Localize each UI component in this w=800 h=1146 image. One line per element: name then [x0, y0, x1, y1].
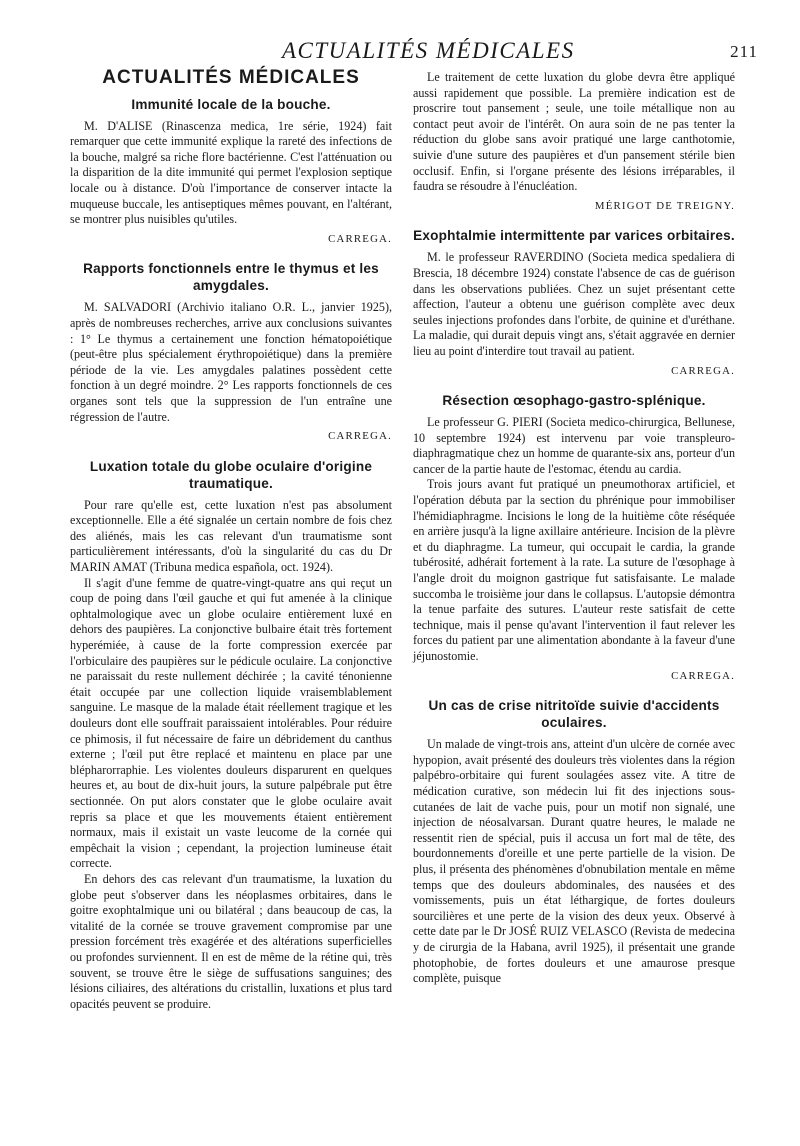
article-paragraph: M. SALVADORI (Archivio italiano O.R. L., janvier 1925), après de nombreuses recherches, arrive aux conclusions suivantes : 1° Le thymus a certainement une fonction hématopoiétique (peut-être plus spécialement érythropoiétique) dans la première période de la vie. Les amygdales palatines possèdent cette fonction à un degré moindre. 2° Les rapports fonctionnels de ces organes sont tels que la suppression de l'un entraîne une régression de l'autre.: [70, 300, 392, 424]
article-paragraph: En dehors des cas relevant d'un traumatisme, la luxation du globe peut s'observer dans les néoplasmes orbitaires, dans le goitre exophtalmique uni ou bilatéral ; dans beaucoup de cas, la vitalité de la cornée se trouve gravement compromise par une pression forcément très exagérée et des altérations superficielles ou profondes surviennent. Il en est de même de la rétine qui, très souvent, se trouve être le siège de suffusations sanguines; des lésions ciliaires, des altérations du cristallin, luxations et plus tard opacités peuvent se produire.: [70, 871, 392, 1011]
running-head: [0, 38, 800, 70]
article-signature: CARREGA.: [671, 669, 735, 682]
article-thymus: [70, 260, 392, 444]
article-title: Immunité locale de la bouche.: [131, 96, 331, 112]
running-title: ACTUALITÉS MÉDICALES: [282, 38, 575, 63]
article-paragraph: Pour rare qu'elle est, cette luxation n'est pas absolument exceptionnelle. Elle a été signalée un certain nombre de fois chez des aliénés, mais les cas relevant d'un traumatisme sont particulièrement intéressants, d'où la singularité du cas du Dr MARIN AMAT (Tribuna medica española, oct. 1924).: [70, 497, 392, 575]
article-signature: CARREGA.: [328, 430, 392, 443]
left-column: [70, 67, 392, 1025]
page-number: 211: [730, 42, 758, 61]
article-signature: MÉRIGOT DE TREIGNY.: [594, 199, 735, 212]
article-paragraph: Le professeur G. PIERI (Societa medico-chirurgica, Bellunese, 10 septembre 1924) est intervenu par voie transpleuro-diaphragmatique chez un homme de quarante-six ans, porteur d'un cancer de la partie haute de l'estomac, étendu au cardia.: [413, 415, 735, 476]
section-title: ACTUALITÉS MÉDICALES: [102, 67, 360, 88]
article-crise-nitritoide: [413, 697, 735, 987]
article-title: Un cas de crise nitritoïde suivie d'accidents oculaires.: [428, 698, 720, 731]
article-signature: CARREGA.: [328, 232, 392, 245]
article-exophtalmie: [413, 227, 735, 379]
article-luxation-continued: [413, 70, 735, 214]
right-column: [413, 70, 735, 1000]
article-title: Rapports fonctionnels entre le thymus et les amygdales.: [83, 261, 379, 294]
article-paragraph: Trois jours avant fut pratiqué un pneumothorax artificiel, et l'opération débuta par la section du phrénique pour immobiliser l'hémidiaphragme. Incisions le long de la huitième côte réséquée en arrière jusqu'à la ligne axillaire antérieure. Incision de la plèvre et du diaphragme. La tumeur, qui occupait le cardia, la grande tubérosité, adhérait fortement à la rate. La suture de l'œsophage à l'angle droit du moignon gastrique fut satisfaisante. Le malade succomba le troisième jour dans le collapsus. L'autopsie démontra la tenue parfaite des sutures. L'auteur reste satisfait de cette technique, mais il pense qu'avant l'intervention il faut relever les forces du patient par une alimentation abondante à la faveur d'une jéjunostomie.: [413, 477, 735, 663]
article-title: Exophtalmie intermittente par varices orbitaires.: [413, 228, 735, 244]
article-signature: CARREGA.: [671, 364, 735, 377]
article-title: Luxation totale du globe oculaire d'origine traumatique.: [89, 458, 373, 491]
article-immunite: [70, 96, 392, 248]
article-resection: [413, 392, 735, 684]
article-paragraph: M. D'ALISE (Rinascenza medica, 1re série, 1924) fait remarquer que cette immunité explique la rareté des infections de la bouche, malgré sa riche flore bactérienne. C'est l'atténuation ou la disparition de la dite immunité qui permet l'explosion septique locale ou à distance. D'où l'importance de conserver intacte la muqueuse buccale, les antiseptiques mêmes pouvant, en l'altérant, se montrer plus nuisibles qu'utiles.: [70, 118, 392, 227]
article-luxation: [70, 458, 392, 1013]
article-paragraph: M. le professeur RAVERDINO (Societa medica spedaliera di Brescia, 18 décembre 1924) constate l'absence de cas de guérison dans les observations publiées. Chez un sujet présentant cette affection, l'auteur a obtenu une guérison complète avec deux seules injections profondes dans l'orbite, de quinine et d'uréthane. La maladie, qui durait depuis vingt ans, s'était aggravée en dernier lieu au point d'interdire tout travail au patient.: [413, 250, 735, 358]
article-paragraph: Il s'agit d'une femme de quatre-vingt-quatre ans qui reçut un coup de poing dans l'œil gauche et qui fut amenée à la clinique ophtalmologique avec un globe oculaire entièrement luxé en dehors des paupières. La conjonctive bulbaire était très fortement hyperémiée, à cause de la forte compression exercée par l'orbiculaire des paupières sur le pédicule oculaire. La conjonctive ne paraissait du reste nullement déchirée ; la cavité ténonienne était occupée par une collection liquide vraisemblablement sanguine. Le masque de la malade était réellement tragique et les douleurs dont elle souffrait paraissaient intolérables. Pour réduire ce phimosis, il fut nécessaire de faire un débridement du canthus externe ; l'œil put être replacé et maintenu en place par une blépharorraphie. Les violentes douleurs disparurent en quelques heures et, au bout de dix-huit jours, la suture palpébrale put être sectionnée. On put alors constater que le globe oculaire avait repris sa place et que les mouvements étaient entièrement normaux, mais il existait un vaste leucome de la cornée qui empêchait la vision ; cependant, la projection lumineuse était correcte.: [70, 575, 392, 871]
article-paragraph: Un malade de vingt-trois ans, atteint d'un ulcère de cornée avec hypopion, avait présenté des douleurs très violentes dans la région palpébro-orbitaire qui furent soulagées assez vite. A titre de médication curative, son médecin lui fit des injections sous-cutanées de lait de vache puis, pour un motif non signalé, une injection de néosalvarsan. Durant quatre heures, le malade ne ressentit rien de spécial, puis il accusa un fort mal de tête, des bourdonnements d'oreille et une perte partielle de la vision. De plus, il présenta des phénomènes d'obnubilation mentale en même temps que des douleurs abdominales, des nausées et des vomissements, puis un état léthargique, de fortes douleurs sourcilières et une perte de la vision des deux yeux. Observé à cette date par le Dr JOSÉ RUIZ VELASCO (Revista de medecina y de cirurgia de la Habana, avril 1925), il présentait une grande photophobie, de fortes douleurs et une amaurose presque complète, puisque: [413, 737, 735, 986]
article-paragraph: Le traitement de cette luxation du globe devra être appliqué aussi rapidement que possible. La première indication est de proscrire tout pansement ; seule, une toile métallique non au contact peut avoir de l'intérêt. On aura soin de ne pas tenter la réduction du globe sans avoir pratiqué une large canthotomie, suivie d'une suture des paupières et d'un pansement stérile bien occlusif. Enfin, si l'organe présente des lésions irréparables, il faudra se résoudre à l'énucléation.: [413, 70, 735, 194]
article-title: Résection œsophago-gastro-splénique.: [442, 393, 706, 409]
